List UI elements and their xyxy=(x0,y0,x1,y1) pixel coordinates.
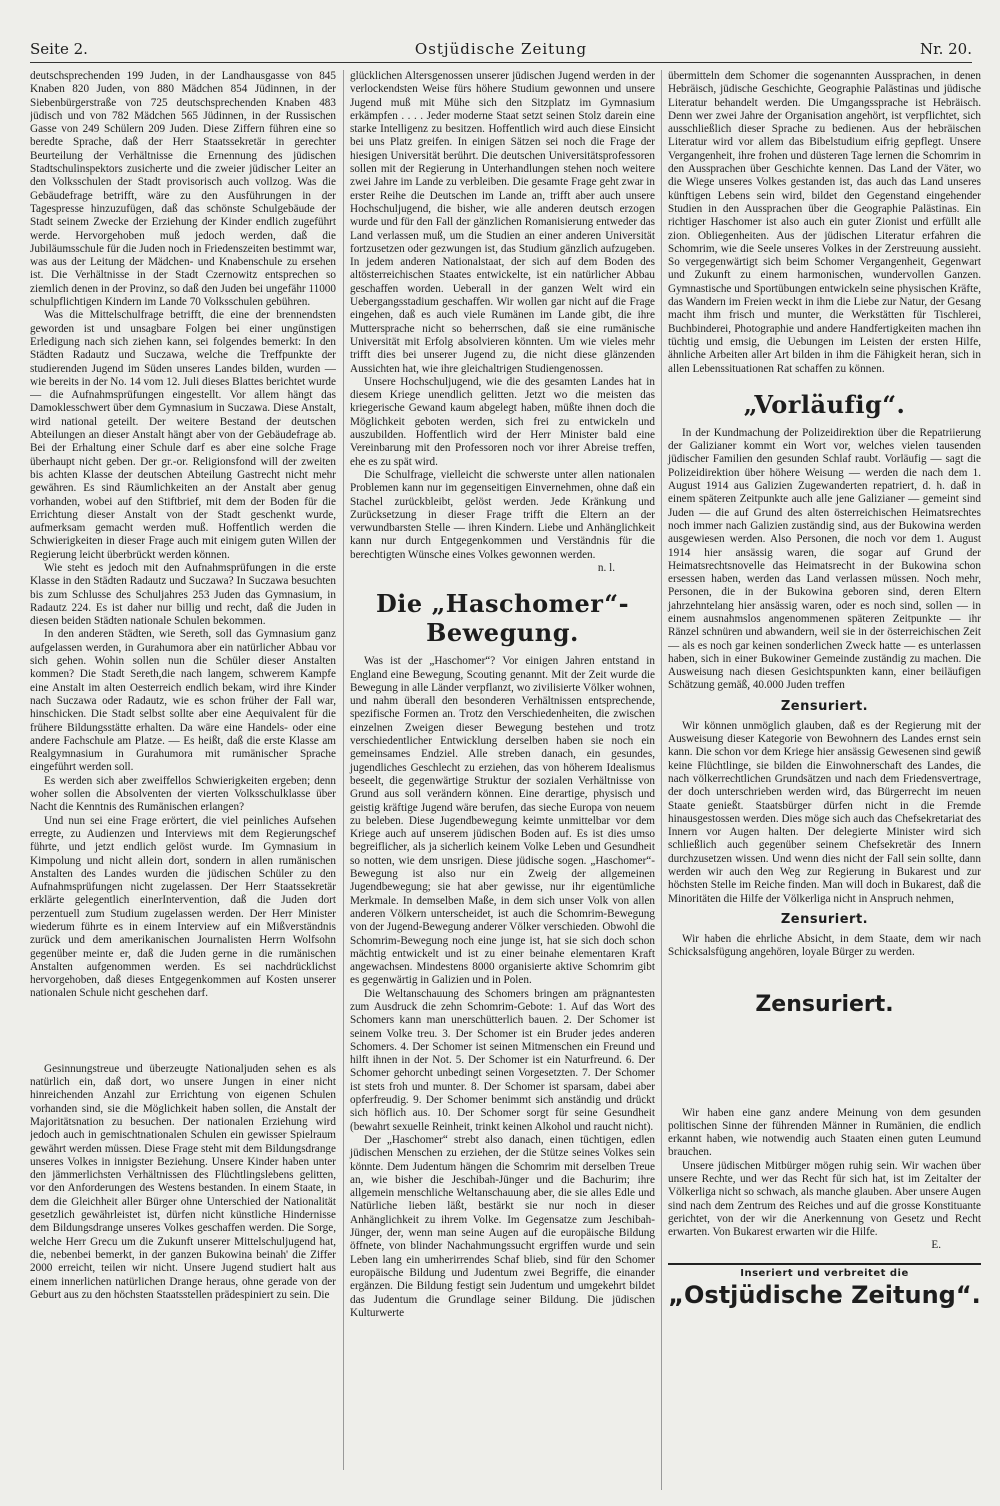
paragraph: Wir haben die ehrliche Absicht, in dem Staate, dem wir nach Schicksalsfügung angehören, loyale Bürger zu werden. xyxy=(668,932,981,959)
paragraph: Unsere jüdischen Mitbürger mögen ruhig sein. Wir wachen über unsere Rechte, und wer das Recht für sich hat, ist im Zeitalter der Völkerliga nicht so schwach, als manche glauben. Aber unsere Augen sind nach dem Zentrum des Reiches und auf die grosse Konstituante gerichtet, von der wir die Anerkennung von Gesetz und Recht erwarten. Von Bukarest erwarten wir die Hilfe. xyxy=(668,1159,981,1239)
censored-gap xyxy=(30,1001,336,1063)
paragraph: Unsere Hochschuljugend, wie die des gesamten Landes hat in diesem Kriege unendlich gelitten. Jetzt wo die meisten das kriegerische Gewand kaum abgelegt haben, müßte ihnen doch die Möglichkeit geboten werden, sich frei zu entwickeln und auszubilden. Hoffentlich wird der Herr Minister bald eine Vereinbarung mit den Professoren noch vor ihrer Abreise treffen, ehe es zu spät wird. xyxy=(350,375,655,468)
column-left xyxy=(30,70,336,1470)
newspaper-title: Ostjüdische Zeitung xyxy=(414,40,588,58)
paragraph: In der Kundmachung der Polizeidirektion über die Repatriierung der Galizianer kommt ein Wort vor, welches vielen tausenden jüdischer Familien den gesunden Schlaf raubt. Vorläufig — sagt die Polizeidirektion über höhere Weisung — werden die nach dem 1. August 1914 aus Galizien Zugewanderten repatriert, d. h. daß in einem späteren Zeitpunkte auch alle jene Galizianer — gemeint sind Juden — die auf Grund des alten österreichischen Heimatsrechtes noch immer nach Galizien zuständig sind, aus der Bukowina werden ausgewiesen werden. Also Personen, die noch vor dem 1. August 1914 hier ansässig waren, die sogar auf Grund der Heimatsrechtsnovelle das Heimatsrecht in der Bukowina schon ersessen haben, werden das Land verlassen müssen. Noch mehr, Personen, die in der Bukowina geboren sind, deren Eltern jahrzehntelang hier ansässig waren, oder es noch sind, sollen — in einem ausnahmslos angenommenen späteren Zeitpunkte — ihr Ränzel schnüren und abwandern, weil sie in der österreichischen Zeit — als es noch gar keinen sonderlichen Zweck hatte — es unterlassen haben, sich in einer Bukowiner Gemeinde zuständig zu machen. Die Ausweisung nach diesen Gesichtspunkten kann, einer beiläufigen Schätzung gemäß, 40.000 Juden treffen xyxy=(668,426,981,692)
paragraph: Wie steht es jedoch mit den Aufnahmsprüfungen in die erste Klasse in den Städten Radautz und Suczawa? In Suczawa besuchten bis zum Schlusse des Schuljahres 253 Juden das Gymnasium, in Radautz 224. Es ist daher nur billig und recht, daß die Juden in diesen beiden Städten nationale Schulen bekommen. xyxy=(30,561,336,628)
censored-heading: Zensuriert. xyxy=(755,991,894,1017)
paragraph: Wir haben eine ganz andere Meinung von dem gesunden politischen Sinne der führenden Männer in Rumänien, die endlich erkannt haben, wie notwendig auch Staaten einen guten Leumund brauchen. xyxy=(668,1106,981,1159)
paragraph: Die Schulfrage, vielleicht die schwerste unter allen nationalen Problemen kann nur im gegenseitigen Einvernehmen, ohne daß ein Stachel zurückbleibt, gelöst werden. Jede Kränkung und Zurücksetzung in dieser Frage trifft die Eltern an der verwundbarsten Stelle — ihren Kindern. Liebe und Anhänglichkeit kann nur durch Entgegenkommen und Verständnis für die berechtigten Wünsche eines Volkes gewonnen werden. xyxy=(350,468,655,561)
paragraph: Gesinnungstreue und überzeugte Nationaljuden sehen es als natürlich ein, daß dort, wo unsere Jungen in einer nicht hinreichenden Anzahl zur Errichtung von eigenen Schulen vorhanden sind, sie die Möglichkeit haben sollen, die Anstalt der Majoritätsnation zu besuchen. Der nationalen Erziehung wird jedoch auch in gemischtnationalen Schulen ein gewisser Spielraum gewährt werden müssen. Diese Frage steht mit dem Bildungsdrange unseres Volkes in innigster Beziehung. Unsere Kinder haben unter den jämmerlichsten Verhältnissen des Flüchtlingslebens gelitten, vor den Anforderungen des Westens bestanden. In einem Staate, in dem die Gleichheit aller Bürger ohne Unterschied der Nationalität gesetzlich gewährleistet ist, dürfen nicht künstliche Hindernisse dem Bildungsdrange unseres Volkes geschaffen werden. Die Sorge, welche Herr Grecu um die Zukunft unserer Mittelschuljugend hat, die, nebenbei bemerkt, in der ganzen Bukowina beinah' die Ziffer 2000 erreicht, teilen wir nicht. Unsere Jugend studiert halt aus einem innerlichen natürlichen Drange heraus, ohne gerade von der Geburt aus zu den höchsten Staatsstellen prädespiniert zu sein. Die xyxy=(30,1062,336,1301)
author-signature: E. xyxy=(931,1239,941,1252)
paragraph: Was die Mittelschulfrage betrifft, die eine der brennendsten geworden ist und unsagbare Folgen bei einer ungünstigen Erledigung nach sich ziehen kann, sei folgendes bemerkt: In den Städten Radautz und Suczawa, welche die Treffpunkte der studierenden Jugend im Süden unseres Landes bilden, wurden — wie bereits in der No. 14 vom 12. Juli dieses Blattes berichtet wurde — die Aufnahmsprüfungen eingestellt. Vor allem hängt das Damoklesschwert über dem Gymnasium in Suczawa. Diese Anstalt, wird national geteilt. Der weitere Bestand der deutschen Abteilungen an dieser Anstalt hängt aber von der Gebäudefrage ab. Bei der Erhaltung einer Schule darf es aber eine solche Frage überhaupt nicht geben. Der gr.-or. Religionsfond will der zweiten bis achten Klasse der deutschen Abteilung Gastrecht nicht mehr gewähren. Es sind Räumlichkeiten an der Anstalt aber genug vorhanden, wobei auf den Stiftbrief, mit dem der Boden für die Errichtung dieser Anstalt von der Stadt geschenkt wurde, aufmerksam gemacht werden muß. Hoffentlich werden die Schwierigkeiten in dieser Frage auch mit einigem guten Willen der Regierung leicht überbrückt werden können. xyxy=(30,309,336,561)
article-headline: „Vorläufig“. xyxy=(743,389,906,419)
paragraph: Was ist der „Haschomer“? Vor einigen Jahren entstand in England eine Bewegung, Scouting genannt. Mit der Zeit wurde die Bewegung in alle Länder verpflanzt, wo zivilisierte Völker wohnen, und nahm überall den besonderen Verhältnissen entsprechende, spezifische Formen an. Trotz den Verschiedenheiten, die zwischen einzelnen Zweigen dieser Bewegung bestehen und trotz verschiedentlicher Entwicklung derselben haben sie noch ein gemeinsames Endziel. Alle streben danach, ein gesundes, jugendliches Geschlecht zu erziehen, das von höherem Idealismus beseelt, die gegenwärtige Struktur der sozialen Verhältnisse von Grund aus soll verändern können. Eine derartige, physisch und geistig kräftige Jugend wäre berufen, das sieche Europa von neuem zu beleben. Diese Jugendbewegung keimte unmittelbar vor dem Kriege auch auf unserem jüdischen Boden auf. Es ist dies umso begreiflicher, als ja sicherlich keinem Volke Leben und Gesundheit so notten, wie dem unsrigen. Diese jüdische sogen. „Haschomer“-Bewegung ist also nur ein Zweig der allgemeinen Jugendbewegung; sie hat aber gewisse, nur ihr eigentümliche Merkmale. In demselben Maße, in dem sich unser Volk von allen anderen Völkern unterscheidet, ist auch die Schomrim-Bewegung von der Jugend-Bewegung anderer Völker verschieden. Obwohl die Schomrim-Bewegung noch eine junge ist, hat sie sich doch schon mächtig entwickelt und ist zu einer beinahe elementaren Kraft angewachsen. Mindestens 8000 organisierte aktive Schomrim gibt es gegenwärtig in Galizien und in Polen. xyxy=(350,655,655,987)
censored-label: Zensuriert. xyxy=(780,911,869,927)
column-right xyxy=(661,70,981,1490)
paragraph: Der „Haschomer“ strebt also danach, einen tüchtigen, edlen jüdischen Menschen zu erziehen, der die Stütze seines Volkes sein könnte. Dem Judentum hängen die Schomrim mit derselben Treue an, wie bisher die Jeschibah-Jünger und die Bachurim; ihre allgemein menschliche Weltanschauung aber, die sie alles Edle und Natürliche lieben läßt, bestärkt sie nur noch in dieser Anhänglichkeit zu ihrem Volke. Im Gegensatze zum Jeschibah-Jünger, der, wenn man seine Augen auf die europäische Bildung öffnete, von blinder Nachahmungssucht ergriffen wurde und sein Leben lang ein umherirrendes Schaf blieb, sind für den Schomer europäische Bildung und Judentum zwei Begriffe, die einander ergänzen. Die Bildung festigt sein Judentum und umgekehrt bildet das Judentum die Grundlage seiner Bildung. Die jüdischen Kulturwerte xyxy=(350,1133,655,1319)
advertisement-tagline: Inseriert und verbreitet die xyxy=(740,1267,909,1279)
censored-gap xyxy=(668,1033,981,1107)
issue-number: Nr. 20. xyxy=(919,40,972,58)
paragraph: glücklichen Altersgenossen unserer jüdischen Jugend werden in der verlockendsten Weise fürs höhere Studium gewonnen und unsere Jugend muß mit Mühe sich den Sitzplatz im Gymnasium erkämpfen . . . . Jeder moderne Staat setzt seinen Stolz darein eine starke Intelligenz zu besitzen. Hoffentlich wird auch diese Einsicht bei uns Platz greifen. In einigen Sätzen sei noch die Frage der hiesigen Universität berührt. Die deutschen Universitätsprofessoren sollen mit der Regierung in Unterhandlungen stehen noch weitere zwei Jahre im Lande zu verbleiben. Die gesamte Frage geht zwar in erster Reihe die Deutschen im Lande an, trifft aber auch unsere Hochschuljugend, die bisher, wie alle anderen deutsch erzogen wurde und für den Fall der gänzlichen Romanisierung entweder das Land verlassen muß, um die Studien an einer anderen Universität fortzusetzen oder gezwungen ist, das Studium gänzlich aufzugeben. In jedem anderen Nationalstaat, der sich auf dem Boden des altösterreichischen Staates entwickelte, ist ein natürlicher Abbau geschaffen worden. Ueberall in der ganzen Welt wird ein Uebergangsstadium geschaffen. Wir wollen gar nicht auf die Frage eingehen, daß es auch viele Rumänen im Lande gibt, die ihre Muttersprache nicht so beherrschen, daß sie eine rumänische Universität mit Erfolg absolvieren könnten. Um wie vieles mehr trifft dies bei unserer Jugend zu, die nicht diese glänzenden Aussichten hat, wie ihre gleichaltrigen Studiengenossen. xyxy=(350,70,655,375)
advertisement-title: „Ostjüdische Zeitung“. xyxy=(668,1280,981,1309)
advertisement-box xyxy=(668,1263,981,1309)
page-number: Seite 2. xyxy=(30,40,88,58)
paragraph: Es werden sich aber zweiffellos Schwierigkeiten ergeben; denn woher sollen die Absolventen der vierten Volksschulklasse über Nacht die Kenntnis des Rumänischen erlangen? xyxy=(30,774,336,814)
page-header xyxy=(30,38,972,63)
paragraph: In den anderen Städten, wie Sereth, soll das Gymnasium ganz aufgelassen werden, in Gurahumora aber ein natürlicher Abbau vor sich gehen. Wohin sollen nun die Schüler dieser Anstalten kommen? Die Stadt Sereth,die nach langem, schwerem Kampfe eine Anstalt im alten Oesterreich endlich bekam, wird ihre Kinder nach Suczawa oder Radautz, wie es schon früher der Fall war, hinschicken. Die Stadt selbst sollte aber eine Aequivalent für die frühere Bildungsstätte erhalten. Da wäre eine Handels- oder eine andere Fachschule am Platze. — Es heißt, daß die erste Klasse am Realgymnasium in Gurahumora mit rumänischer Sprache eingeführt werden soll. xyxy=(30,628,336,774)
paragraph: Und nun sei eine Frage erörtert, die viel peinliches Aufsehen erregte, zu Audienzen und Interviews mit dem Regierungschef führte, und jetzt endlich gelöst wurde. Im Gymnasium in Kimpolung und nicht allein dort, sondern in allen rumänischen Anstalten des Landes wurden die jüdischen Schüler zu den Aufnahmsprüfungen nicht zugelassen. Der Herr Staatssekretär erklärte gelegentlich einerIntervention, daß die Juden dort perzentuell zum Studium zugelassen werden. Der Herr Minister wiederum führte es in einem Interview auf ein Mißverständnis zurück und dem amerikanischen Journalisten Herrn Wolfsohn gegenüber meinte er, daß die Juden gerne in die rumänischen Anstalten aufgenommen werden. Es sei nachdrücklichst hervorgehoben, daß dieses Entgegenkommen auf Kosten unserer nationalen Schule nicht geschehen darf. xyxy=(30,814,336,1000)
paragraph: Die Weltanschauung des Schomers bringen am prägnantesten zum Ausdruck die zehn Schomrim-Gebote: 1. Auf das Wort des Schomers kann man unerschütterlich bauen. 2. Der Schomer ist seinem Volke treu. 3. Der Schomer ist ein Bruder jedes anderen Schomers. 4. Der Schomer ist seinen Mitmenschen ein Freund und hilft ihnen in der Not. 5. Der Schomer ist ein Naturfreund. 6. Der Schomer gehorcht unbedingt seinen Vorgesetzten. 7. Der Schomer ist stets froh und munter. 8. Der Schomer ist sparsam, dabei aber opferfreudig. 9. Der Schomer benimmt sich anständig und drückt sich höflich aus. 10. Der Schomer sorgt für seine Gesundheit (bewahrt sexuelle Reinheit, trinkt keinen Alkohol und raucht nicht). xyxy=(350,987,655,1133)
paragraph: deutschsprechenden 199 Juden, in der Landhausgasse von 845 Knaben 820 Juden, von 880 Mädchen 854 Jüdinnen, in der Siebenbürgerstraße von 725 deutschsprechenden Knaben 483 jüdisch und von 782 Mädchen 565 Jüdinnen, in der Russischen Gasse von 249 Schülern 209 Juden. Diese Ziffern führen eine so beredte Sprache, daß der Herr Staatssekretär in gerechter Beurteilung der Verhältnisse die Ernennung des jüdischen Stadtschulinspektors zusicherte und die zweier jüdischer Leiter an den Volksschulen der Stadt provisorisch auch vollzog. Was die Gebäudefrage betrifft, wäre zu den Ausführungen in der Tagespresse hinzuzufügen, daß das schönste Schulgebäude der Stadt seinem Zwecke der Erziehung der Kinder endlich zugeführt werde. Hervorgehoben muß jedoch werden, daß die Jubiläumsschule für die Juden noch in Friedenszeiten bestimmt war, was aus der Leitung der Mädchen- und Knabenschule zu ersehen ist. Die Verhältnisse in der Stadt Czernowitz entsprechen so ziemlich denen in der Provinz, so daß den Juden bei ungefähr 11000 schulpflichtigen Kindern im Lande 70 Volksschulen gebühren. xyxy=(30,70,336,309)
paragraph: übermitteln dem Schomer die sogenannten Aussprachen, in denen Hebräisch, jüdische Geschichte, Geographie Palästinas und jüdische Literatur behandelt werden. Die Umgangssprache ist Hebräisch. Denn wer zwei Jahre der Organisation angehört, ist verpflichtet, sich ausschließlich dieser Sprache zu bedienen. Aus der hebräischen Literatur wird vor allem das Bibelstudium eifrig gepflegt. Unsere Vergangenheit, ihre frohen und düsteren Tage lernen die Schomrim in den Aussprachen über Geschichte kennen. Das Land der Väter, wo die Wiege unseres Volkes gestanden ist, das auch das Land unseres künftigen Lebens sein wird, bildet den Gegenstand eingehender Studien in den Aussprachen über die Geographie Palästinas. Ein richtiger Haschomer ist also auch ein guter Zionist und erfüllt alle zion. Obliegenheiten. Aus der jüdischen Literatur erfahren die Schomrim, wie die Seele unseres Volkes in der Zerstreuung aussieht. So vergegenwärtigt sich beim Schomer Vergangenheit, Gegenwart und Zukunft zu einem harmonischen, wundervollen Ganzen. Gymnastische und Sportübungen entwickeln seine physischen Kräfte, das Wandern im Freien weckt in ihm die Liebe zur Natur, der Gesang macht ihm frisch und munter, die Werkstätten für Tischlerei, Buchbinderei, Photographie und andere Handfertigkeiten machen ihn tüchtig und emsig, die Uebungen im Leisten der ersten Hilfe, ähnliche Arbeiten aller Art bilden in ihm die Fähigkeit heran, sich in allen Lebenssituationen Rat schaffen zu können. xyxy=(668,70,981,375)
censored-label: Zensuriert. xyxy=(780,698,869,714)
author-signature: n. l. xyxy=(597,561,615,574)
column-middle xyxy=(343,70,655,1470)
article-headline: Die „Haschomer“-Bewegung. xyxy=(375,589,630,648)
paragraph: Wir können unmöglich glauben, daß es der Regierung mit der Ausweisung dieser Kategorie von Bewohnern des Landes ernst sein kann. Die schon vor dem Kriege hier ansässig Gewesenen sind gewiß keine Flüchtlinge, sie bilden die Einwohnerschaft des Landes, die nach völkerrechtlichen Grundsätzen und nach dem Friedensvertrage, der doch unterschrieben werden wird, das Bürgerrecht im neuen Staate genießt. Staatsbürger dürfen nicht in die Fremde hinausgestossen werden. Dies möge sich auch das Chefsekretariat des Innern vor Augen halten. Der delegierte Minister wird sich schließlich auch gegenüber seinem Chefsekretär des Innern durchzusetzen wissen. Und wenn dies nicht der Fall sein sollte, dann werden wir auch den Weg zur Regierung in Bukarest und zur höchsten Stelle im Reiche finden. Man will doch in Bukarest, daß die Minoritäten die Hilfe der Völkerliga nicht in Anspruch nehmen, xyxy=(668,719,981,905)
